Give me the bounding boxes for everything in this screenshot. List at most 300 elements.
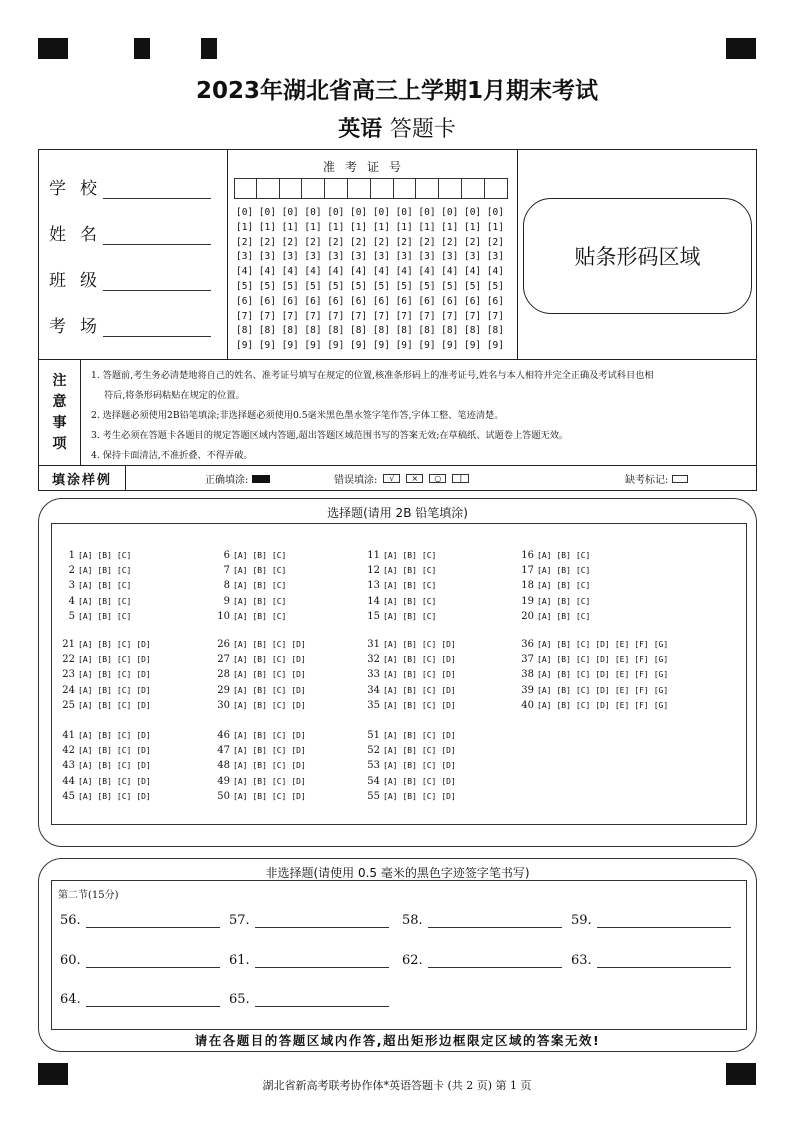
answer-bubble[interactable]: [C] [271, 761, 287, 771]
admission-digit-box[interactable] [348, 178, 371, 199]
digit-bubble[interactable]: [6] [418, 295, 436, 307]
school-line[interactable] [103, 181, 211, 199]
answer-bubble[interactable]: [C] [575, 596, 591, 606]
digit-bubble[interactable]: [0] [463, 207, 482, 218]
answer-bubble[interactable]: [B] [97, 550, 112, 560]
admission-digit-box[interactable] [280, 178, 303, 199]
answer-bubble[interactable]: [A] [78, 581, 93, 591]
digit-bubble[interactable]: [0] [327, 207, 345, 218]
answer-bubble[interactable]: [C] [421, 654, 437, 664]
answer-blank[interactable] [402, 913, 562, 928]
digit-bubble[interactable]: [5] [304, 280, 322, 292]
answer-bubble[interactable]: [D] [441, 745, 456, 755]
answer-bubble[interactable]: [B] [402, 581, 417, 591]
answer-bubble[interactable]: [C] [271, 670, 287, 680]
answer-bubble[interactable]: [A] [78, 596, 93, 606]
blank-line[interactable] [428, 914, 562, 928]
answer-blank[interactable] [571, 913, 731, 928]
digit-bubble[interactable]: [8] [281, 325, 299, 337]
room-line[interactable] [103, 319, 211, 337]
answer-bubble[interactable]: [E] [614, 685, 630, 695]
digit-bubble[interactable]: [1] [349, 221, 368, 233]
digit-bubble[interactable]: [6] [236, 295, 254, 307]
digit-bubble[interactable]: [5] [441, 280, 459, 292]
answer-bubble[interactable]: [A] [537, 581, 552, 591]
digit-bubble[interactable]: [6] [258, 295, 276, 307]
digit-bubble[interactable]: [8] [486, 325, 504, 337]
digit-bubble[interactable]: [6] [327, 295, 345, 307]
answer-bubble[interactable]: [A] [78, 654, 93, 664]
answer-blank[interactable] [60, 913, 220, 928]
digit-bubble[interactable]: [1] [327, 221, 345, 233]
answer-bubble[interactable]: [B] [97, 701, 112, 711]
answer-bubble[interactable]: [B] [402, 745, 417, 755]
answer-bubble[interactable]: [A] [78, 685, 93, 695]
answer-bubble[interactable]: [A] [383, 745, 398, 755]
digit-bubble[interactable]: [4] [349, 266, 368, 278]
answer-bubble[interactable]: [D] [441, 761, 456, 771]
answer-bubble[interactable]: [C] [271, 612, 287, 622]
answer-bubble[interactable]: [A] [233, 730, 248, 740]
name-line[interactable] [103, 227, 211, 245]
answer-bubble[interactable]: [B] [402, 565, 417, 575]
digit-bubble[interactable]: [3] [463, 251, 482, 263]
admission-digit-box[interactable] [485, 178, 508, 199]
answer-bubble[interactable]: [A] [537, 701, 552, 711]
answer-bubble[interactable]: [C] [575, 612, 591, 622]
answer-bubble[interactable]: [D] [136, 654, 151, 664]
answer-bubble[interactable]: [C] [575, 639, 591, 649]
answer-bubble[interactable]: [C] [575, 670, 591, 680]
answer-bubble[interactable]: [A] [78, 792, 93, 802]
answer-bubble[interactable]: [B] [402, 670, 417, 680]
admission-digit-box[interactable] [302, 178, 325, 199]
answer-bubble[interactable]: [A] [78, 550, 93, 560]
digit-bubble[interactable]: [7] [372, 310, 390, 322]
digit-bubble[interactable]: [8] [441, 325, 459, 337]
answer-bubble[interactable]: [C] [421, 792, 437, 802]
digit-bubble[interactable]: [2] [236, 236, 254, 248]
answer-bubble[interactable]: [A] [233, 639, 248, 649]
answer-bubble[interactable]: [G] [653, 654, 669, 664]
blank-line[interactable] [597, 954, 731, 968]
digit-bubble[interactable]: [0] [281, 207, 299, 218]
answer-bubble[interactable]: [B] [556, 550, 571, 560]
admission-digit-box[interactable] [325, 178, 348, 199]
digit-bubble[interactable]: [7] [304, 310, 322, 322]
answer-bubble[interactable]: [D] [441, 685, 456, 695]
digit-bubble[interactable]: [8] [395, 325, 413, 337]
answer-blank[interactable] [229, 992, 389, 1007]
digit-bubble[interactable]: [6] [281, 295, 299, 307]
digit-bubble[interactable]: [2] [486, 236, 504, 248]
answer-bubble[interactable]: [A] [233, 685, 248, 695]
answer-bubble[interactable]: [E] [614, 654, 630, 664]
digit-bubble[interactable]: [5] [281, 280, 299, 292]
answer-bubble[interactable]: [D] [291, 745, 306, 755]
answer-bubble[interactable]: [C] [271, 745, 287, 755]
answer-bubble[interactable]: [E] [614, 639, 630, 649]
answer-bubble[interactable]: [C] [271, 596, 287, 606]
digit-bubble[interactable]: [6] [441, 295, 459, 307]
digit-bubble[interactable]: [6] [463, 295, 482, 307]
admission-digit-box[interactable] [234, 178, 257, 199]
digit-bubble[interactable]: [8] [372, 325, 390, 337]
answer-bubble[interactable]: [A] [233, 761, 248, 771]
answer-bubble[interactable]: [C] [575, 550, 591, 560]
answer-bubble[interactable]: [A] [383, 550, 398, 560]
answer-bubble[interactable]: [D] [136, 639, 151, 649]
answer-bubble[interactable]: [D] [291, 670, 306, 680]
digit-bubble[interactable]: [1] [486, 221, 504, 233]
digit-bubble[interactable]: [1] [304, 221, 322, 233]
answer-bubble[interactable]: [A] [233, 776, 248, 786]
answer-bubble[interactable]: [A] [383, 565, 398, 575]
digit-bubble[interactable]: [3] [349, 251, 368, 263]
answer-bubble[interactable]: [A] [537, 654, 552, 664]
answer-bubble[interactable]: [B] [556, 685, 571, 695]
answer-bubble[interactable]: [A] [78, 670, 93, 680]
answer-bubble[interactable]: [C] [271, 685, 287, 695]
answer-bubble[interactable]: [A] [537, 670, 552, 680]
digit-bubble[interactable]: [1] [463, 221, 482, 233]
digit-bubble[interactable]: [4] [304, 266, 322, 278]
answer-bubble[interactable]: [B] [252, 654, 267, 664]
answer-bubble[interactable]: [C] [116, 792, 132, 802]
blank-line[interactable] [86, 914, 220, 928]
digit-bubble[interactable]: [9] [395, 340, 413, 352]
answer-bubble[interactable]: [C] [421, 701, 437, 711]
digit-bubble[interactable]: [2] [281, 236, 299, 248]
answer-bubble[interactable]: [A] [383, 701, 398, 711]
digit-bubble[interactable]: [7] [258, 310, 276, 322]
digit-bubble[interactable]: [7] [395, 310, 413, 322]
digit-bubble[interactable]: [8] [327, 325, 345, 337]
answer-blank[interactable] [60, 953, 220, 968]
digit-bubble[interactable]: [8] [463, 325, 482, 337]
admission-digit-grid[interactable] [236, 206, 510, 354]
digit-bubble[interactable]: [3] [372, 251, 390, 263]
answer-bubble[interactable]: [B] [556, 565, 571, 575]
digit-bubble[interactable]: [9] [258, 340, 276, 352]
digit-bubble[interactable]: [9] [349, 340, 368, 352]
answer-bubble[interactable]: [D] [291, 761, 306, 771]
blank-line[interactable] [597, 914, 731, 928]
room-field[interactable] [49, 312, 211, 337]
digit-bubble[interactable]: [1] [418, 221, 436, 233]
blank-line[interactable] [428, 954, 562, 968]
digit-bubble[interactable]: [2] [304, 236, 322, 248]
answer-bubble[interactable]: [C] [116, 701, 132, 711]
answer-bubble[interactable]: [C] [116, 776, 132, 786]
answer-bubble[interactable]: [C] [116, 685, 132, 695]
answer-bubble[interactable]: [B] [252, 701, 267, 711]
answer-bubble[interactable]: [B] [556, 612, 571, 622]
answer-bubble[interactable]: [C] [271, 565, 287, 575]
digit-bubble[interactable]: [4] [441, 266, 459, 278]
answer-bubble[interactable]: [A] [537, 565, 552, 575]
answer-bubble[interactable]: [D] [291, 730, 306, 740]
answer-bubble[interactable]: [B] [252, 612, 267, 622]
answer-bubble[interactable]: [B] [252, 792, 267, 802]
answer-bubble[interactable]: [C] [116, 612, 132, 622]
answer-bubble[interactable]: [B] [97, 745, 112, 755]
answer-bubble[interactable]: [C] [575, 701, 591, 711]
digit-bubble[interactable]: [1] [441, 221, 459, 233]
digit-bubble[interactable]: [3] [441, 251, 459, 263]
digit-bubble[interactable]: [2] [258, 236, 276, 248]
answer-bubble[interactable]: [A] [78, 701, 93, 711]
digit-bubble[interactable]: [7] [441, 310, 459, 322]
answer-bubble[interactable]: [B] [402, 792, 417, 802]
digit-bubble[interactable]: [7] [327, 310, 345, 322]
digit-bubble[interactable]: [5] [486, 280, 504, 292]
digit-bubble[interactable]: [0] [258, 207, 276, 218]
answer-bubble[interactable]: [C] [116, 745, 132, 755]
digit-bubble[interactable]: [9] [281, 340, 299, 352]
digit-bubble[interactable]: [5] [327, 280, 345, 292]
answer-bubble[interactable]: [D] [595, 701, 610, 711]
answer-bubble[interactable]: [A] [233, 792, 248, 802]
answer-bubble[interactable]: [B] [402, 596, 417, 606]
digit-bubble[interactable]: [5] [463, 280, 482, 292]
admission-number-boxes[interactable] [234, 178, 508, 199]
digit-bubble[interactable]: [9] [441, 340, 459, 352]
blank-line[interactable] [255, 914, 389, 928]
answer-bubble[interactable]: [F] [634, 654, 649, 664]
answer-bubble[interactable]: [B] [402, 730, 417, 740]
answer-bubble[interactable]: [D] [136, 745, 151, 755]
answer-bubble[interactable]: [B] [252, 565, 267, 575]
digit-bubble[interactable]: [0] [236, 207, 254, 218]
answer-bubble[interactable]: [A] [233, 596, 248, 606]
answer-bubble[interactable]: [A] [383, 612, 398, 622]
answer-bubble[interactable]: [A] [537, 596, 552, 606]
answer-bubble[interactable]: [B] [252, 776, 267, 786]
answer-bubble[interactable]: [B] [556, 581, 571, 591]
answer-bubble[interactable]: [A] [78, 776, 93, 786]
answer-bubble[interactable]: [C] [271, 776, 287, 786]
answer-bubble[interactable]: [C] [421, 550, 437, 560]
answer-bubble[interactable]: [A] [383, 685, 398, 695]
answer-bubble[interactable]: [C] [271, 792, 287, 802]
answer-bubble[interactable]: [F] [634, 670, 649, 680]
answer-bubble[interactable]: [C] [271, 654, 287, 664]
digit-bubble[interactable]: [4] [258, 266, 276, 278]
digit-bubble[interactable]: [3] [327, 251, 345, 263]
digit-bubble[interactable]: [1] [372, 221, 390, 233]
digit-bubble[interactable]: [6] [372, 295, 390, 307]
answer-bubble[interactable]: [C] [116, 730, 132, 740]
answer-bubble[interactable]: [B] [97, 654, 112, 664]
digit-bubble[interactable]: [4] [372, 266, 390, 278]
answer-bubble[interactable]: [G] [653, 670, 669, 680]
answer-bubble[interactable]: [B] [556, 670, 571, 680]
answer-bubble[interactable]: [C] [421, 596, 437, 606]
answer-bubble[interactable]: [G] [653, 685, 669, 695]
answer-bubble[interactable]: [D] [291, 654, 306, 664]
digit-bubble[interactable]: [4] [486, 266, 504, 278]
answer-bubble[interactable]: [A] [383, 596, 398, 606]
answer-bubble[interactable]: [B] [252, 639, 267, 649]
answer-bubble[interactable]: [D] [136, 792, 151, 802]
answer-bubble[interactable]: [A] [383, 654, 398, 664]
digit-bubble[interactable]: [4] [395, 266, 413, 278]
answer-bubble[interactable]: [B] [252, 596, 267, 606]
digit-bubble[interactable]: [4] [281, 266, 299, 278]
answer-bubble[interactable]: [G] [653, 639, 669, 649]
answer-bubble[interactable]: [D] [441, 654, 456, 664]
answer-bubble[interactable]: [C] [575, 685, 591, 695]
answer-bubble[interactable]: [B] [97, 792, 112, 802]
digit-bubble[interactable]: [8] [304, 325, 322, 337]
digit-bubble[interactable]: [1] [395, 221, 413, 233]
answer-bubble[interactable]: [B] [556, 639, 571, 649]
answer-bubble[interactable]: [A] [537, 639, 552, 649]
answer-bubble[interactable]: [C] [421, 745, 437, 755]
digit-bubble[interactable]: [2] [418, 236, 436, 248]
answer-bubble[interactable]: [D] [441, 730, 456, 740]
answer-bubble[interactable]: [B] [97, 581, 112, 591]
digit-bubble[interactable]: [9] [418, 340, 436, 352]
digit-bubble[interactable]: [7] [463, 310, 482, 322]
answer-bubble[interactable]: [D] [136, 701, 151, 711]
digit-bubble[interactable]: [5] [372, 280, 390, 292]
answer-bubble[interactable]: [D] [136, 761, 151, 771]
digit-bubble[interactable]: [9] [327, 340, 345, 352]
digit-bubble[interactable]: [4] [463, 266, 482, 278]
digit-bubble[interactable]: [2] [441, 236, 459, 248]
answer-bubble[interactable]: [A] [233, 701, 248, 711]
answer-bubble[interactable]: [B] [402, 776, 417, 786]
answer-bubble[interactable]: [E] [614, 701, 630, 711]
answer-bubble[interactable]: [D] [136, 670, 151, 680]
digit-bubble[interactable]: [5] [236, 280, 254, 292]
answer-blank[interactable] [229, 913, 389, 928]
answer-blank[interactable] [402, 953, 562, 968]
digit-bubble[interactable]: [4] [236, 266, 254, 278]
digit-bubble[interactable]: [7] [349, 310, 368, 322]
answer-bubble[interactable]: [A] [537, 550, 552, 560]
admission-digit-box[interactable] [394, 178, 417, 199]
digit-bubble[interactable]: [8] [418, 325, 436, 337]
blank-line[interactable] [255, 954, 389, 968]
answer-bubble[interactable]: [A] [537, 685, 552, 695]
digit-bubble[interactable]: [7] [281, 310, 299, 322]
digit-bubble[interactable]: [3] [395, 251, 413, 263]
answer-bubble[interactable]: [B] [402, 761, 417, 771]
answer-bubble[interactable]: [C] [575, 565, 591, 575]
answer-bubble[interactable]: [C] [271, 581, 287, 591]
blank-line[interactable] [86, 993, 220, 1007]
answer-bubble[interactable]: [B] [97, 639, 112, 649]
digit-bubble[interactable]: [6] [349, 295, 368, 307]
admission-digit-box[interactable] [371, 178, 394, 199]
answer-bubble[interactable]: [B] [97, 565, 112, 575]
answer-bubble[interactable]: [A] [233, 612, 248, 622]
answer-bubble[interactable]: [B] [97, 612, 112, 622]
answer-bubble[interactable]: [D] [136, 776, 151, 786]
answer-bubble[interactable]: [A] [233, 550, 248, 560]
answer-bubble[interactable]: [A] [233, 670, 248, 680]
blank-line[interactable] [255, 993, 389, 1007]
digit-bubble[interactable]: [7] [236, 310, 254, 322]
answer-bubble[interactable]: [D] [136, 685, 151, 695]
answer-bubble[interactable]: [B] [252, 730, 267, 740]
answer-bubble[interactable]: [A] [78, 639, 93, 649]
answer-bubble[interactable]: [G] [653, 701, 669, 711]
digit-bubble[interactable]: [2] [395, 236, 413, 248]
answer-bubble[interactable]: [D] [136, 730, 151, 740]
digit-bubble[interactable]: [0] [304, 207, 322, 218]
answer-bubble[interactable]: [D] [441, 670, 456, 680]
answer-bubble[interactable]: [B] [402, 685, 417, 695]
answer-bubble[interactable]: [C] [271, 639, 287, 649]
answer-bubble[interactable]: [B] [97, 776, 112, 786]
answer-bubble[interactable]: [A] [383, 670, 398, 680]
answer-bubble[interactable]: [D] [291, 776, 306, 786]
answer-bubble[interactable]: [B] [402, 550, 417, 560]
digit-bubble[interactable]: [4] [418, 266, 436, 278]
answer-bubble[interactable]: [C] [116, 581, 132, 591]
admission-digit-box[interactable] [439, 178, 462, 199]
answer-bubble[interactable]: [C] [421, 565, 437, 575]
answer-bubble[interactable]: [A] [537, 612, 552, 622]
digit-bubble[interactable]: [3] [258, 251, 276, 263]
answer-bubble[interactable]: [E] [614, 670, 630, 680]
digit-bubble[interactable]: [0] [372, 207, 390, 218]
answer-bubble[interactable]: [A] [383, 639, 398, 649]
admission-digit-box[interactable] [257, 178, 280, 199]
digit-bubble[interactable]: [2] [349, 236, 368, 248]
absent-mark[interactable] [625, 471, 688, 486]
answer-bubble[interactable]: [C] [421, 612, 437, 622]
answer-bubble[interactable]: [A] [383, 776, 398, 786]
answer-bubble[interactable]: [D] [595, 639, 610, 649]
digit-bubble[interactable]: [1] [236, 221, 254, 233]
answer-bubble[interactable]: [C] [271, 730, 287, 740]
answer-bubble[interactable]: [B] [252, 685, 267, 695]
answer-bubble[interactable]: [C] [116, 565, 132, 575]
digit-bubble[interactable]: [6] [395, 295, 413, 307]
answer-bubble[interactable]: [B] [402, 654, 417, 664]
digit-bubble[interactable]: [0] [441, 207, 459, 218]
answer-bubble[interactable]: [C] [421, 730, 437, 740]
class-field[interactable] [49, 266, 211, 291]
digit-bubble[interactable]: [9] [486, 340, 504, 352]
answer-blank[interactable] [60, 992, 220, 1007]
name-field[interactable] [49, 220, 211, 245]
digit-bubble[interactable]: [3] [418, 251, 436, 263]
answer-bubble[interactable]: [B] [97, 730, 112, 740]
answer-bubble[interactable]: [D] [595, 685, 610, 695]
answer-bubble[interactable]: [C] [421, 639, 437, 649]
answer-bubble[interactable]: [B] [402, 639, 417, 649]
answer-bubble[interactable]: [C] [575, 654, 591, 664]
answer-bubble[interactable]: [C] [116, 654, 132, 664]
digit-bubble[interactable]: [5] [349, 280, 368, 292]
answer-bubble[interactable]: [B] [402, 701, 417, 711]
answer-bubble[interactable]: [C] [421, 685, 437, 695]
digit-bubble[interactable]: [4] [327, 266, 345, 278]
digit-bubble[interactable]: [0] [395, 207, 413, 218]
digit-bubble[interactable]: [5] [418, 280, 436, 292]
digit-bubble[interactable]: [6] [486, 295, 504, 307]
answer-bubble[interactable]: [A] [78, 745, 93, 755]
digit-bubble[interactable]: [2] [372, 236, 390, 248]
answer-blank[interactable] [229, 953, 389, 968]
answer-bubble[interactable]: [C] [421, 670, 437, 680]
